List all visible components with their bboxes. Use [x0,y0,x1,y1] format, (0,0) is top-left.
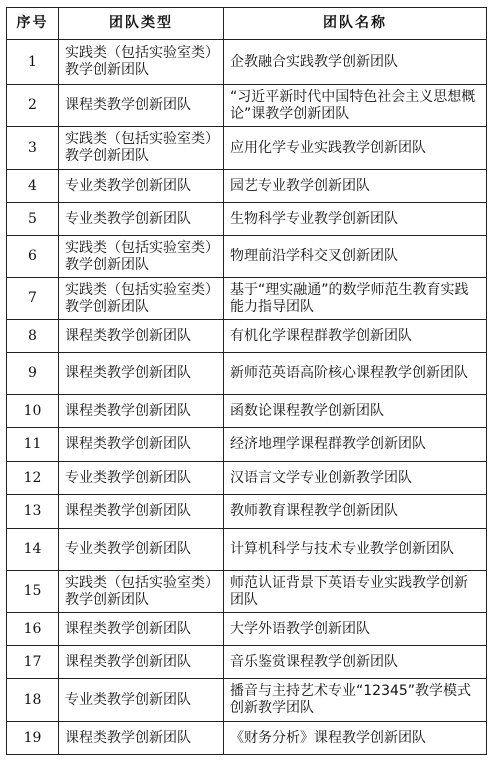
table-row [7,40,487,85]
table-row [7,85,487,127]
row-index: 15 [7,571,59,613]
table-row [7,722,487,755]
header-type: 团队类型 [59,8,224,40]
row-team-name: 应用化学专业实践教学创新团队 [224,127,487,170]
table-row [7,462,487,495]
row-index: 1 [7,40,59,85]
row-team-type: 实践类（包括实验室类）教学创新团队 [59,236,224,278]
row-index: 18 [7,679,59,722]
row-team-name: 教师教育课程教学创新团队 [224,495,487,529]
row-team-name: 生物科学专业教学创新团队 [224,203,487,236]
row-index: 10 [7,395,59,428]
row-index: 19 [7,722,59,755]
row-index: 12 [7,462,59,495]
row-index: 6 [7,236,59,278]
row-team-type: 实践类（包括实验室类）教学创新团队 [59,571,224,613]
row-index: 7 [7,278,59,320]
row-team-type: 课程类教学创新团队 [59,320,224,353]
row-index: 4 [7,170,59,203]
row-index: 2 [7,85,59,127]
header-name: 团队名称 [224,8,487,40]
table-row [7,353,487,395]
row-team-type: 课程类教学创新团队 [59,395,224,428]
row-index: 8 [7,320,59,353]
table-row [7,646,487,679]
table-row [7,236,487,278]
row-team-type: 课程类教学创新团队 [59,646,224,679]
table-row [7,428,487,462]
table-row [7,529,487,571]
table-row [7,495,487,529]
row-index: 3 [7,127,59,170]
row-team-name: 经济地理学课程群教学创新团队 [224,428,487,462]
row-team-type: 课程类教学创新团队 [59,495,224,529]
row-team-type: 课程类教学创新团队 [59,85,224,127]
row-team-type: 课程类教学创新团队 [59,722,224,755]
row-index: 11 [7,428,59,462]
row-team-type: 专业类教学创新团队 [59,462,224,495]
row-team-type: 专业类教学创新团队 [59,170,224,203]
row-team-name: 音乐鉴赏课程教学创新团队 [224,646,487,679]
row-team-type: 实践类（包括实验室类）教学创新团队 [59,127,224,170]
header-row [7,8,487,40]
row-team-name: 有机化学课程群教学创新团队 [224,320,487,353]
table-row [7,170,487,203]
table-row [7,203,487,236]
row-team-name: 基于“理实融通”的数学师范生教育实践能力指导团队 [224,278,487,320]
row-team-name: 播音与主持艺术专业“12345”教学模式创新教学团队 [224,679,487,722]
table-row [7,127,487,170]
row-team-type: 实践类（包括实验室类）教学创新团队 [59,40,224,85]
table-row [7,679,487,722]
row-team-type: 专业类教学创新团队 [59,679,224,722]
row-team-name: 《财务分析》课程教学创新团队 [224,722,487,755]
row-team-name: 物理前沿学科交叉创新团队 [224,236,487,278]
table-body [7,40,487,755]
row-team-name: 企教融合实践教学创新团队 [224,40,487,85]
row-index: 14 [7,529,59,571]
row-team-name: 园艺专业教学创新团队 [224,170,487,203]
table-row [7,278,487,320]
row-team-type: 课程类教学创新团队 [59,613,224,646]
table-row [7,571,487,613]
row-team-name: “习近平新时代中国特色社会主义思想概论”课教学创新团队 [224,85,487,127]
row-index: 5 [7,203,59,236]
row-team-type: 课程类教学创新团队 [59,428,224,462]
row-index: 9 [7,353,59,395]
teams-table [6,7,487,755]
row-team-name: 汉语言文学专业创新教学团队 [224,462,487,495]
header-index: 序号 [7,8,59,40]
row-team-name: 大学外语教学创新团队 [224,613,487,646]
table-row [7,395,487,428]
table-row [7,613,487,646]
row-team-name: 计算机科学与技术专业教学创新团队 [224,529,487,571]
row-team-name: 师范认证背景下英语专业实践教学创新团队 [224,571,487,613]
row-index: 16 [7,613,59,646]
row-index: 13 [7,495,59,529]
row-index: 17 [7,646,59,679]
table-row [7,320,487,353]
row-team-type: 专业类教学创新团队 [59,203,224,236]
row-team-type: 专业类教学创新团队 [59,529,224,571]
row-team-type: 课程类教学创新团队 [59,353,224,395]
row-team-type: 实践类（包括实验室类）教学创新团队 [59,278,224,320]
row-team-name: 函数论课程教学创新团队 [224,395,487,428]
row-team-name: 新师范英语高阶核心课程教学创新团队 [224,353,487,395]
